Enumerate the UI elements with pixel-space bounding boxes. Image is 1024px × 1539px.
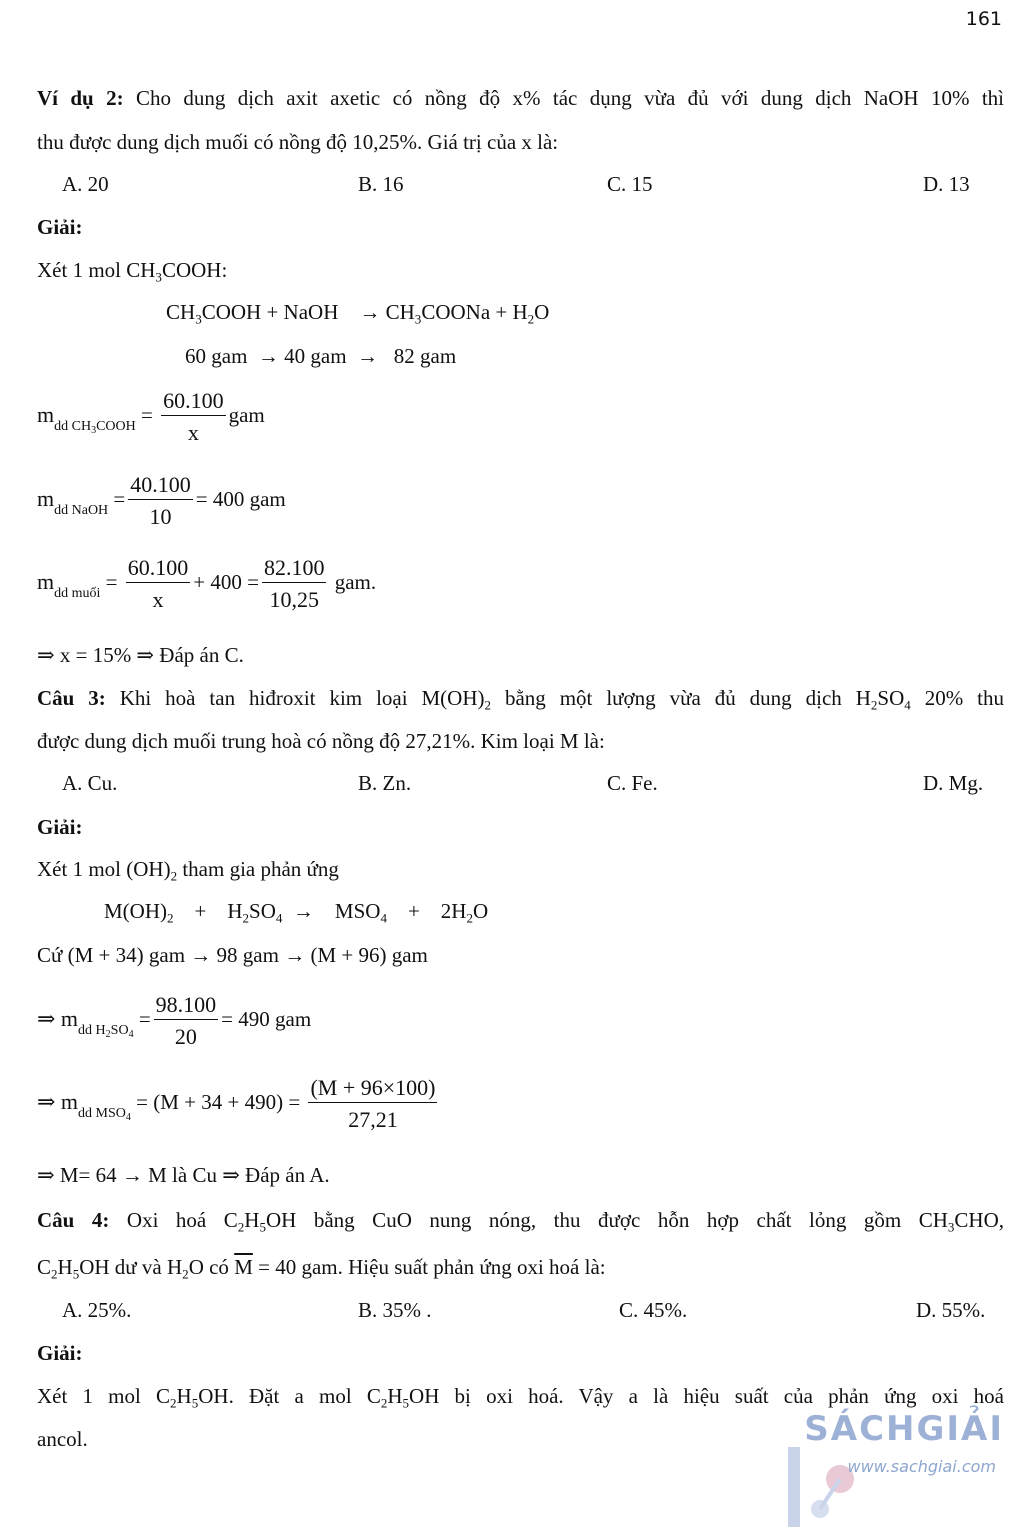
question-3-option-c: C. Fe. [607, 771, 658, 795]
question-3-masses: Cứ (M + 34) gam → 98 gam → (M + 96) gam [37, 943, 428, 967]
question-4-solution-line-1: Xét 1 mol $C_2H_5OH$. Đặt a mol $C_2H_5OH$ bị oxi hoá. Vậy a là hiệu suất của phản ứng oxi hoá [37, 1384, 1004, 1411]
fraction: $\frac{60.100}{x}$ [163, 388, 224, 445]
example-2-equation: $CH_3COOH$ + NaOH → $CH_3COONa + H_2O$ [166, 300, 550, 327]
question-3-mass-acid: ⇒ $m_{dd H_2SO_4}$ = $\frac{98.100}{20}$ = 490 gam [37, 992, 312, 1049]
example-2-option-a: A. 20 [62, 172, 109, 196]
question-3-equation: $M(OH)_2$ + $H_2SO_4$ → $MSO_4$ + $2H_2O$ [104, 899, 489, 926]
fraction: $\frac{(M + 96\times 100)}{27,21}$ [310, 1075, 436, 1132]
example-2-label: Ví dụ 2: [37, 86, 124, 110]
example-2-option-c: C. 15 [607, 172, 653, 196]
fraction: $\frac{60.100}{x}$ [127, 555, 189, 612]
example-2-line-1: Ví dụ 2: Cho dung dịch axit axetic có nồng độ x% tác dụng vừa đủ với dung dịch NaOH 10% thì [37, 86, 1004, 110]
watermark-url: www.sachgiai.com [847, 1457, 996, 1476]
fraction: $\frac{40.100}{10}$ [130, 472, 191, 529]
question-4-option-b: B. 35% . [358, 1298, 432, 1322]
question-3-conclusion: ⇒ M= 64 → M là Cu ⇒ Đáp án A. [37, 1163, 330, 1187]
example-2-option-d: D. 13 [923, 172, 970, 196]
mean-molar-mass-symbol: $\overline{M}$ [234, 1255, 253, 1279]
example-2-masses: 60 gam → 40 gam → 82 gam [185, 344, 457, 368]
question-3-solution-label: Giải: [37, 815, 83, 839]
question-4-option-c: C. 45%. [619, 1298, 688, 1322]
molecule-decoration-icon [780, 1439, 870, 1529]
example-2-conclusion: ⇒ x = 15% ⇒ Đáp án C. [37, 643, 244, 667]
question-3-line-1: Câu 3: Khi hoà tan hiđroxit kim loại $M(OH)_2$ bằng một lượng vừa đủ dung dịch $H_2SO_4$ 20% thu [37, 686, 1004, 713]
watermark-logo [780, 1399, 1010, 1529]
example-2-mass-salt: $m_{dd muối}$ = $\frac{60.100}{x}$ + 400 = $\frac{82.100}{10,25}$ gam. [37, 555, 377, 612]
page-number: 161 [965, 8, 1002, 30]
question-4-solution-label: Giải: [37, 1341, 83, 1365]
example-2-mass-acid: $m_{dd CH_3COOH}$ = $\frac{60.100}{x}$ gam [37, 388, 265, 445]
question-4-label: Câu 4: [37, 1208, 110, 1232]
example-2-line-2: thu được dung dịch muối có nồng độ 10,25%. Giá trị của x là: [37, 130, 559, 154]
question-4-option-a: A. 25%. [62, 1298, 132, 1322]
question-3-option-a: A. Cu. [62, 771, 118, 795]
question-3-option-b: B. Zn. [358, 771, 412, 795]
question-3-line-2: được dung dịch muối trung hoà có nồng độ 27,21%. Kim loại M là: [37, 729, 605, 753]
example-2-solution-label: Giải: [37, 215, 83, 239]
fraction: $\frac{82.100}{10,25}$ [263, 555, 325, 612]
question-4-line-2: $C_2H_5OH$ dư và $H_2O$ có $\overline{M} = 40$ gam. Hiệu suất phản ứng oxi hoá là: [37, 1255, 606, 1282]
question-3-solution-intro: Xét 1 mol $(OH)_2$ tham gia phản ứng [37, 857, 339, 884]
example-2-option-b: B. 16 [358, 172, 404, 196]
question-3-label: Câu 3: [37, 686, 106, 710]
example-2-solution-intro: Xét 1 mol $CH_3COOH$: [37, 258, 228, 285]
fraction: $\frac{98.100}{20}$ [155, 992, 217, 1049]
example-2-mass-naoh: $m_{dd NaOH}$ = $\frac{40.100}{10}$ = 400 gam [37, 472, 286, 529]
question-4-line-1: Câu 4: Oxi hoá $C_2H_5OH$ bằng CuO nung nóng, thu được hỗn hợp chất lỏng gồm $CH_3CHO$, [37, 1208, 1005, 1235]
question-4-solution-line-2: ancol. [37, 1427, 88, 1451]
question-3-option-d: D. Mg. [923, 771, 984, 795]
question-3-mass-salt: ⇒ $m_{dd MSO_4} = (M + 34 + 490)$ = $\frac{(M + 96\times 100)}{27,21}$ [37, 1075, 436, 1132]
question-4-option-d: D. 55%. [916, 1298, 986, 1322]
watermark-title: SÁCHGIẢI [804, 1409, 1004, 1449]
